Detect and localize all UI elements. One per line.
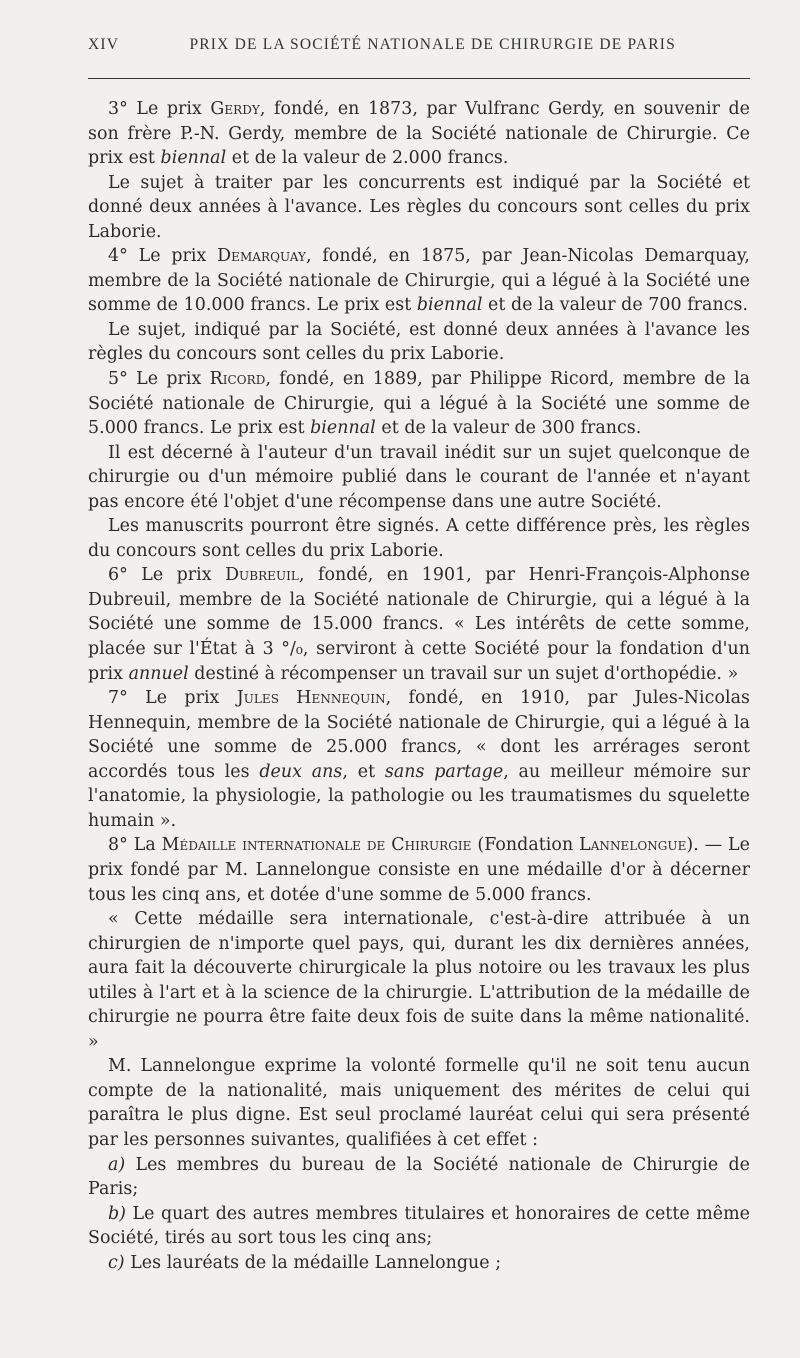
founder-name: Demarquay	[217, 246, 306, 267]
founder-name: Jules Hennequin	[236, 688, 386, 709]
paragraph-prix-gerdy: 3° Le prix Gerdy, fondé, en 1873, par Vulfranc Gerdy, en souvenir de son frère P.-N. Gerdy, membre de la Société nationale de Chirurgie. Ce prix est biennal et de la valeur de 2.000 francs.	[88, 99, 750, 169]
paragraph-medal-quote: « Cette médaille sera internationale, c'est-à-dire attribuée à un chirurgien de n'importe quel pays, qui, durant les dix dernières années, aura fait la découverte chirurgicale la plus notoire ou les travaux les plus utiles à l'art et à la science de la chirurgie. L'attribution de la médaille de chirurgie ne pourra être faite deux fois de suite dans la même nationalité. »	[88, 909, 750, 1052]
founder-name: Dubreuil	[225, 565, 299, 586]
paragraph-prix-ricord: 5° Le prix Ricord, fondé, en 1889, par Philippe Ricord, membre de la Société nationale de Chirurgie, qui a légué à la Société une somme de 5.000 francs. Le prix est biennal et de la valeur de 300 francs.	[88, 369, 750, 439]
paragraph-prix-demarquay: 4° Le prix Demarquay, fondé, en 1875, par Jean-Nicolas Demarquay, membre de la Société nationale de Chirurgie, qui a légué à la Société une somme de 10.000 francs. Le prix est biennal et de la valeur de 700 francs.	[88, 246, 750, 316]
running-header	[88, 36, 748, 54]
running-title: PRIX DE LA SOCIÉTÉ NATIONALE DE CHIRURGIE DE PARIS	[189, 36, 676, 53]
list-label: a)	[108, 1154, 126, 1175]
founder-name: Gerdy	[210, 99, 260, 119]
list-item: c) Les lauréats de la médaille Lannelongue ;	[108, 1252, 502, 1273]
paragraph-demarquay-rules: Le sujet, indiqué par la Société, est donné deux années à l'avance les règles du concours sont celles du prix Laborie.	[88, 319, 750, 365]
paragraph-ricord-manuscripts: Les manuscrits pourront être signés. A cette différence près, les règles du concours sont celles du prix Laborie.	[88, 516, 750, 561]
page-number: XIV	[88, 36, 120, 53]
page-body	[88, 97, 750, 1275]
paragraph-lannelongue-will: M. Lannelongue exprime la volonté formelle qu'il ne soit tenu aucun compte de la nationalité, mais uniquement des mérites de celui qui paraîtra le plus digne. Est seul proclamé lauréat celui qui sera présenté par les personnes suivantes, qualifiées à cet effet :	[88, 1056, 750, 1150]
paragraph-medaille-internationale: 8° La Médaille internationale de Chirurgie (Fondation Lannelongue). — Le prix fondé par M. Lannelongue consiste en une médaille d'or à décerner tous les cinq ans, et dotée d'une somme de 5.000 francs.	[88, 835, 750, 905]
list-label: b)	[108, 1203, 127, 1224]
paragraph-prix-dubreuil: 6° Le prix Dubreuil, fondé, en 1901, par Henri-François-Alphonse Dubreuil, membre de la Société nationale de Chirurgie, qui a légué à la Société une somme de 15.000 francs. « Les intérêts de cette somme, placée sur l'État à 3 °/₀, serviront à cette Société pour la fondation d'un prix annuel destiné à récompenser un travail sur un sujet d'orthopédie. »	[88, 565, 750, 684]
list-label: c)	[108, 1252, 125, 1273]
paragraph-prix-hennequin: 7° Le prix Jules Hennequin, fondé, en 1910, par Jules-Nicolas Hennequin, membre de la Société nationale de Chirurgie, qui a légué à la Société une somme de 25.000 francs, « dont les arrérages seront accordés tous les deux ans, et sans partage, au meilleur mémoire sur l'anatomie, la physiologie, la pathologie ou les traumatismes du squelette humain ».	[88, 688, 750, 831]
medal-name: Médaille internationale de Chirurgie	[161, 835, 472, 856]
header-rule	[88, 78, 750, 79]
founder-name: Lannelongue	[579, 835, 687, 856]
list-item: a) Les membres du bureau de la Société nationale de Chirurgie de Paris;	[88, 1154, 750, 1200]
paragraph-ricord-award: Il est décerné à l'auteur d'un travail inédit sur un sujet quelconque de chirurgie ou d'un mémoire publié dans le courant de l'année et n'ayant pas encore été l'objet d'une récompense dans une autre Société.	[88, 442, 750, 512]
paragraph-gerdy-rules: Le sujet à traiter par les concurrents est indiqué par la Société et donné deux années à l'avance. Les règles du concours sont celles du prix Laborie.	[88, 172, 750, 242]
founder-name: Ricord	[209, 369, 266, 390]
list-item: b) Le quart des autres membres titulaires et honoraires de cette même Société, tirés au sort tous les cinq ans;	[88, 1203, 750, 1249]
